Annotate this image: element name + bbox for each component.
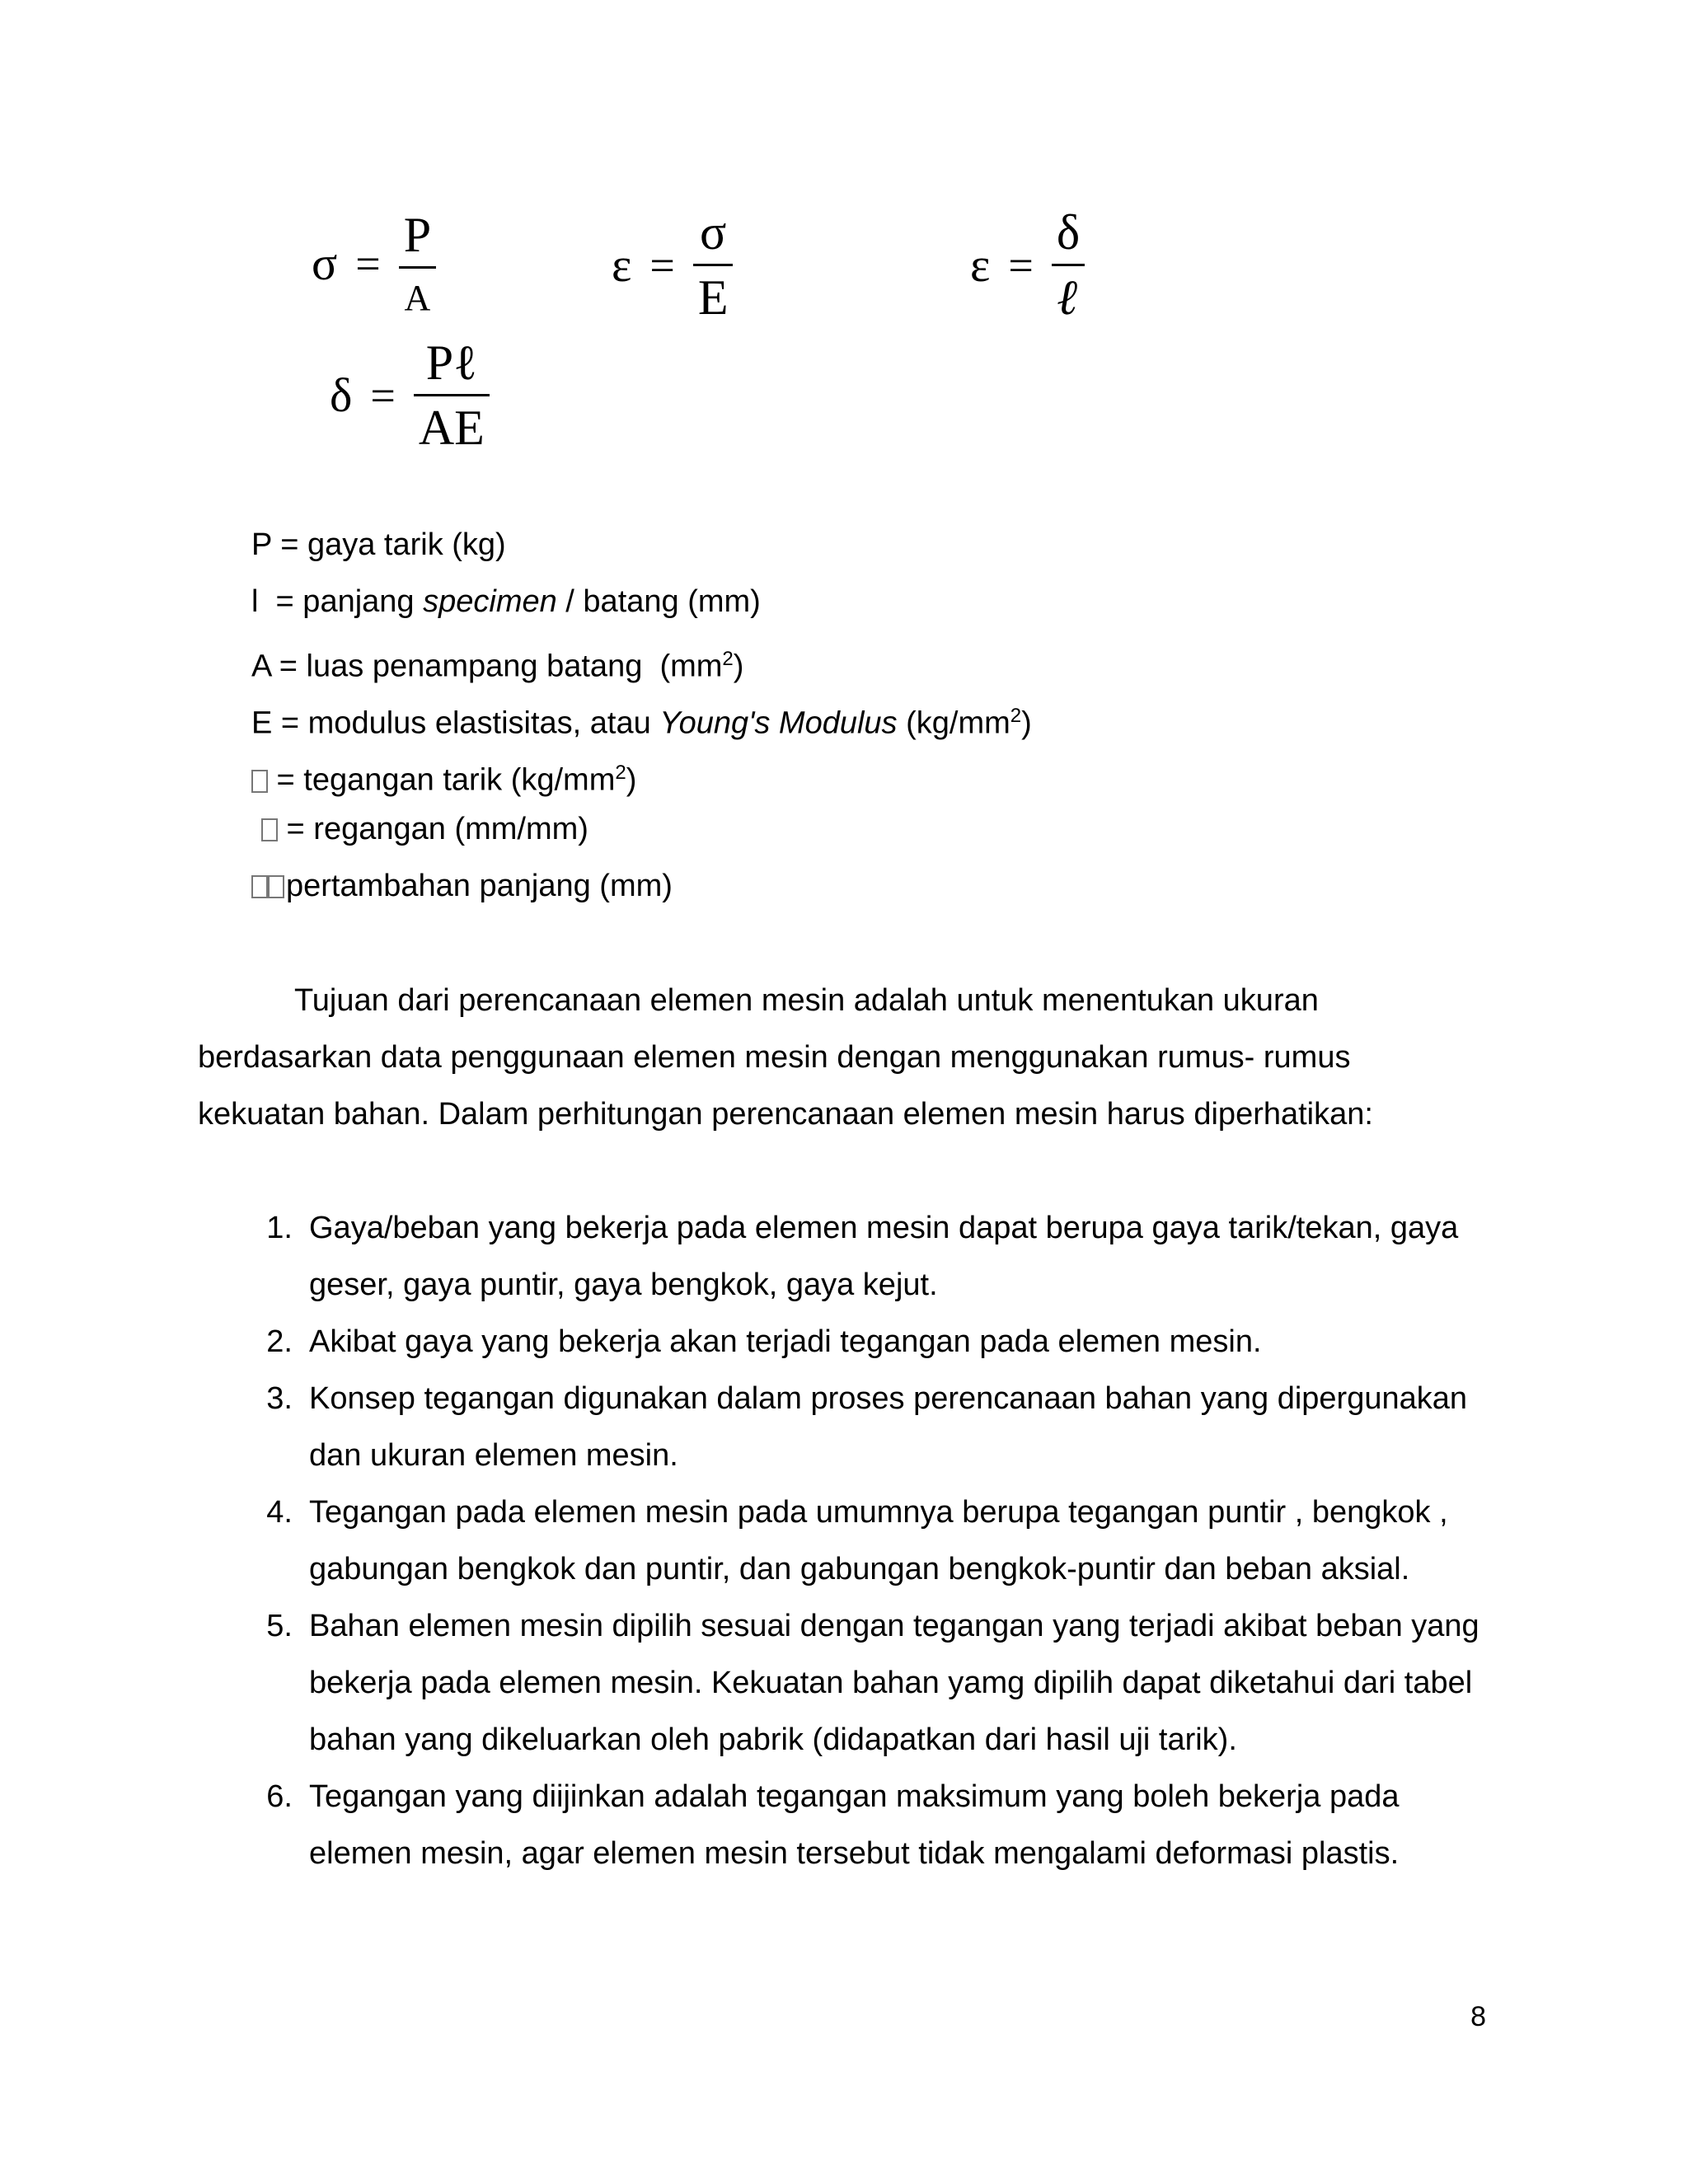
formula-elongation-fraction <box>414 335 490 455</box>
formula-stress-numerator: P <box>403 208 432 262</box>
missing-glyph-icon <box>268 875 284 898</box>
definition-a: A = luas penampang batang $(mm^2)$ <box>251 648 744 684</box>
formula-strain-modulus-fraction <box>693 205 734 325</box>
formula-strain-modulus-lhs: ε <box>612 238 632 292</box>
formula-strain-elongation-fraction <box>1052 205 1085 325</box>
formula-strain-elongation-equals: = <box>1008 240 1034 290</box>
missing-glyph-icon <box>251 770 268 793</box>
list-item: 6. Tegangan yang diijinkan adalah tegangan maksimum yang boleh bekerja pada elemen mesin, agar elemen mesin tersebut tidak mengalami deformasi plastis. <box>266 1779 1400 1871</box>
missing-glyph-icon <box>261 818 278 841</box>
formula-elongation-lhs: δ <box>330 368 353 422</box>
formula-strain-modulus-denominator: E <box>697 270 729 325</box>
formula-strain-modulus <box>612 205 733 325</box>
missing-glyph-icon <box>251 875 268 898</box>
formula-strain-elongation <box>970 205 1085 325</box>
formula-strain-elongation-numerator: δ <box>1056 205 1081 260</box>
formula-stress-denominator: A <box>404 278 431 318</box>
formula-strain-modulus-numerator: σ <box>699 205 727 260</box>
formula-strain-modulus-equals: = <box>649 240 675 290</box>
considerations-list <box>198 1200 1484 1882</box>
formula-stress <box>312 210 436 316</box>
definition-e: E = modulus elastisitas, atau Young's Modulus $(kg/mm^2)$ <box>251 705 1032 741</box>
list-item: 2. Akibat gaya yang bekerja akan terjadi tegangan pada elemen mesin. <box>266 1324 1262 1359</box>
definition-sigma: = tegangan tarik $(kg/mm^2)$ <box>251 744 1032 801</box>
list-item: 5. Bahan elemen mesin dipilih sesuai dengan tegangan yang terjadi akibat beban yang bekerja pada elemen mesin. Kekuatan bahan yamg dipilih dapat diketahui dari tabel bahan yang dikeluarkan oleh pabrik (didapatkan dari hasil uji tarik). <box>266 1609 1479 1757</box>
list-item: 3. Konsep tegangan digunakan dalam proses perencanaan bahan yang dipergunakan dan ukuran elemen mesin. <box>266 1381 1467 1473</box>
formula-stress-fraction <box>399 210 436 316</box>
formula-stress-equals: = <box>355 238 381 288</box>
formula-elongation <box>330 335 490 455</box>
symbol-definitions <box>251 517 1032 915</box>
formula-elongation-numerator: Pℓ <box>425 335 477 390</box>
definition-delta: pertambahan panjang (mm) <box>251 858 1032 915</box>
formula-stress-lhs: σ <box>312 237 338 290</box>
list-item: 4. Tegangan pada elemen mesin pada umumnya berupa tegangan puntir , bengkok , gabungan bengkok dan puntir, dan gabungan bengkok-puntir dan beban aksial. <box>266 1495 1448 1586</box>
list-item: 1. Gaya/beban yang bekerja pada elemen mesin dapat berupa gaya tarik/tekan, gaya geser, gaya puntir, gaya bengkok, gaya kejut. <box>266 1211 1459 1302</box>
formula-elongation-equals: = <box>370 370 396 420</box>
body-paragraph: Tujuan dari perencanaan elemen mesin adalah untuk menentukan ukuran berdasarkan data penggunaan elemen mesin dengan menggunakan rumus- rumus kekuatan bahan. Dalam perhitungan perencanaan elemen mesin harus diperhatikan: <box>198 983 1373 1132</box>
definition-l: l = panjang specimen / batang (mm) <box>251 584 761 619</box>
definition-epsilon: = regangan (mm/mm) <box>251 801 1032 858</box>
page-number: 8 <box>1470 2001 1486 2032</box>
formula-elongation-denominator: AE <box>418 401 485 455</box>
definition-p: P = gaya tarik (kg) <box>251 527 506 562</box>
formula-strain-elongation-lhs: ε <box>970 238 991 292</box>
formula-strain-elongation-denominator: ℓ <box>1057 270 1079 325</box>
